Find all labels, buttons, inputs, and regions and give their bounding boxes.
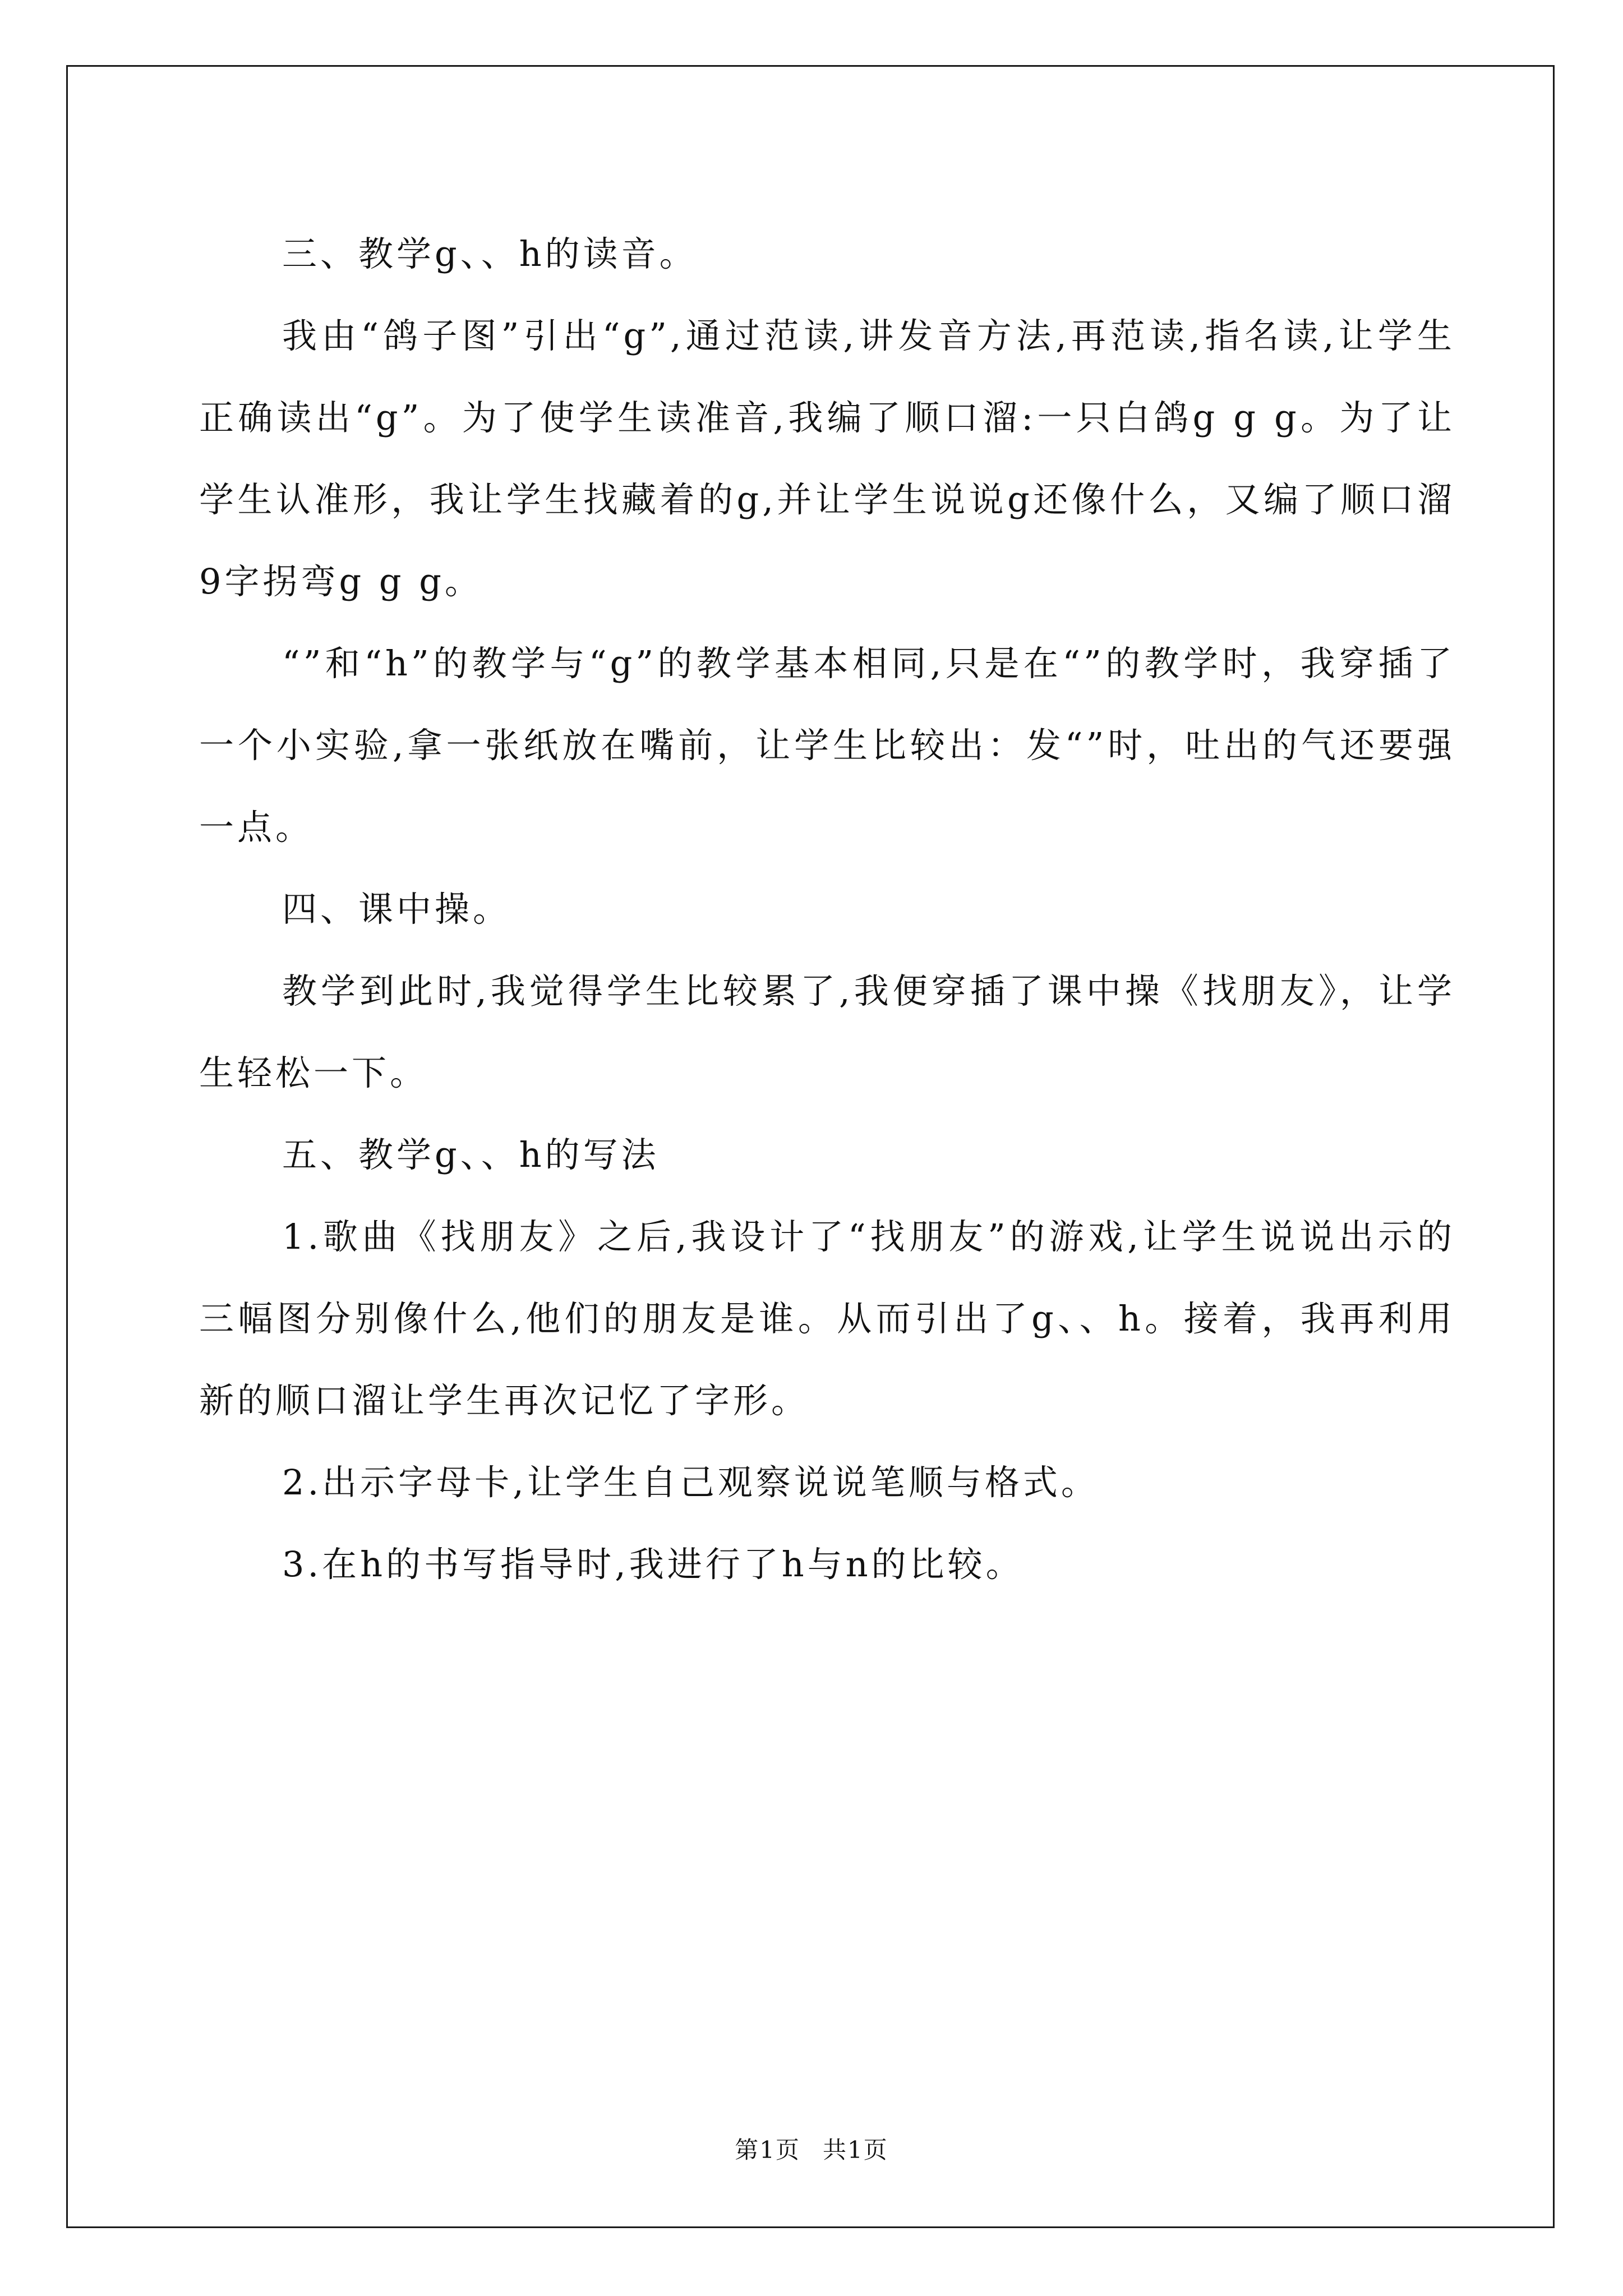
paragraph-step-1: 1.歌曲《找朋友》之后,我设计了“找朋友”的游戏,让学生说说出示的三幅图分别像什么,他们的朋友是谁。从而引出了g、、h。接着，我再利用新的顺口溜让学生再次记忆了字形。 (199, 1216, 1455, 1421)
paragraph-k-h-teaching: “”和“h”的教学与“g”的教学基本相同,只是在“”的教学时，我穿插了一个小实验,拿一张纸放在嘴前，让学生比较出：发“”时，吐出的气还要强一点。 (199, 643, 1455, 848)
page-footer (0, 2132, 1623, 2165)
document-body (199, 213, 1455, 1605)
heading-section-5: 五、教学g、、h的写法 (282, 1134, 660, 1175)
page-total: 共1页 (823, 2136, 888, 2164)
paragraph-step-3: 3.在h的书写指导时,我进行了h与n的比较。 (282, 1544, 1024, 1585)
paragraph-g-teaching: 我由“鸽子图”引出“g”,通过范读,讲发音方法,再范读,指名读,让学生正确读出“g”。为了使学生读准音,我编了顺口溜:一只白鸽g g g。为了让学生认准形，我让学生找藏着的g,并让学生说说g还像什么，又编了顺口溜9字拐弯g g g。 (199, 315, 1455, 602)
paragraph-exercise: 教学到此时,我觉得学生比较累了,我便穿插了课中操《找朋友》，让学生轻松一下。 (199, 970, 1455, 1093)
page-number: 第1页 (735, 2136, 800, 2164)
heading-section-3: 三、教学g、、h的读音。 (282, 233, 698, 274)
heading-section-4: 四、课中操。 (282, 889, 511, 930)
paragraph-step-2: 2.出示字母卡,让学生自己观察说说笔顺与格式。 (282, 1462, 1099, 1503)
